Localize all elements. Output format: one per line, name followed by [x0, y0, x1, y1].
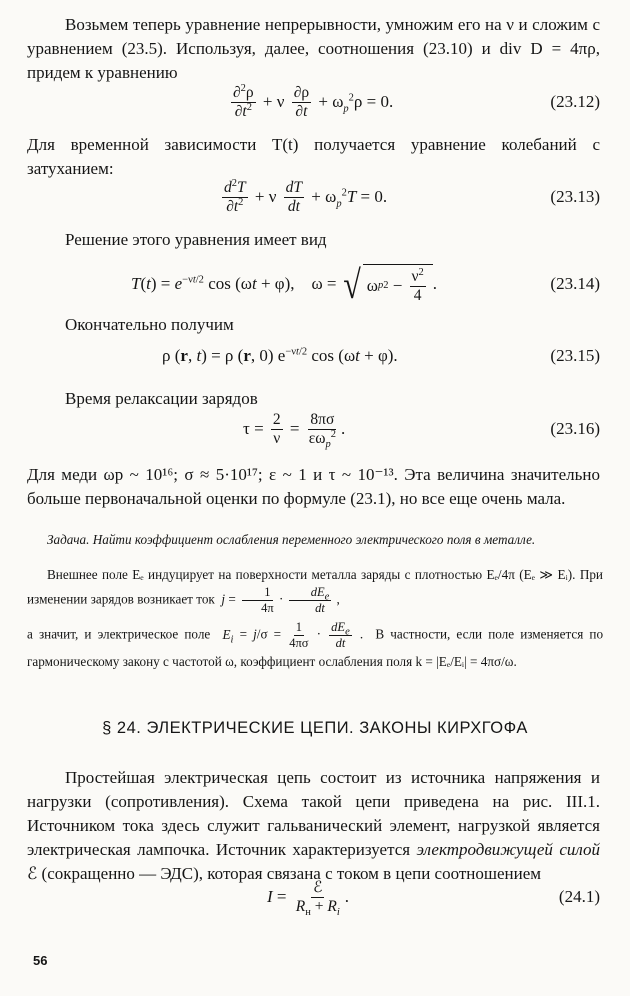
task-field-text: а значит, и электрическое поле: [27, 626, 211, 642]
equation-23-13: [0, 171, 630, 223]
equation-number: (23.13): [550, 187, 600, 206]
circuit-text-start: Простейшая электрическая цепь состоит из источника напряжения и нагрузки (сопротивления). Схема такой цепи приведена на рис. III.1. Источником тока здесь служит гальванический элемент, нагрузкой является электрическая лампочка. Источник характеризуется: [27, 768, 600, 859]
equation-body: τ = $\frac{2}{\nu}$ = $\frac{8\pi\sigma}{\varepsilon\omega_p^2}$ .: [243, 410, 346, 450]
paragraph-time-dependence: Для временной зависимости T(t) получается уравнение колебаний с затуханием:: [27, 135, 600, 178]
equation-number: (24.1): [558, 887, 600, 906]
task-text: Найти коэффициент ослабления переменного электрического поля в металле.: [92, 532, 536, 547]
equation-24-1: [0, 871, 630, 923]
equation-23-14: [0, 258, 630, 310]
equation-body: $\frac{d^2T}{\partial t^2}$ + ν $\frac{dT}{dt}$ + $\omega_p^2T = 0$.: [224, 177, 388, 215]
paragraph-continuity: Возьмем теперь уравнение непрерывности, умножим его на ν и сложим с уравнением (23.5). Используя, далее, соотношения (23.10) и div D = 4πρ, придем к уравнению: [27, 15, 600, 82]
paragraph-copper: Для меди ωp ~ 10¹⁶; σ ≈ 5·10¹⁷; ε ~ 1 и τ ~ 10⁻¹³. Эта величина значительно больше первоначальной оценки по формуле (23.1), но все еще очень мала.: [27, 465, 600, 508]
task-conclusion-text: В частности, если поле изменяется по гармоническому закону с частотой ω, коэффициент ослабления поля k = |Eₑ/Eᵢ| = 4πσ/ω.: [27, 626, 604, 669]
task-label: Задача.: [47, 532, 90, 547]
equation-23-12: [0, 76, 630, 128]
task-solution-line2: а значит, и электрическое поле $E_i = j/\sigma$ = $\frac{1}{4\pi\sigma}$ · $\frac{dE_e}{dt}$ . В частности, если поле изменяется по гармоническому закону с частотой ω, коэффициент ослабления поля k = |Eₑ/Eᵢ| = 4πσ/ω.: [27, 620, 604, 669]
equation-body: $\frac{\partial^2\rho}{\partial t^2}$ + ν $\frac{\partial\rho}{\partial t}$ + $\omega_p^2\rho = 0$.: [233, 82, 394, 120]
equation-number: (23.14): [550, 274, 600, 293]
task-solution-text: Внешнее поле Eₑ индуцирует на поверхности металла заряды с плотностью Eₑ/4π (Eₑ ≫ Eᵢ). При изменении зарядов возникает ток: [27, 567, 603, 607]
equation-body: I = $\frac{\text{ℰ}}{R_н + R_i}$ .: [267, 878, 349, 918]
equation-number: (23.16): [550, 419, 600, 438]
equation-number: (23.12): [550, 92, 600, 111]
equation-23-15: [0, 330, 630, 382]
equation-number: (23.15): [550, 346, 600, 365]
circuit-text-end: ℰ (сокращенно — ЭДС), которая связана с током в цепи соотношением: [27, 864, 542, 883]
paragraph-solution: Решение этого уравнения имеет вид: [65, 230, 327, 249]
section-heading: § 24. ЭЛЕКТРИЧЕСКИЕ ЦЕПИ. ЗАКОНЫ КИРХГОФА: [102, 719, 528, 737]
paragraph-relaxation: Время релаксации зарядов: [65, 389, 258, 408]
task-statement: [27, 529, 603, 550]
equation-body: $T(t) = e^{-\nu t/2}$ cos (ωt + φ), ω = √ ω p 2 − $\frac{\nu^2}{4}$ .: [131, 261, 438, 307]
page-number: 56: [33, 953, 48, 968]
equation-body: ρ (r, t) = ρ (r, 0) $e^{-\nu t/2}$ cos (ωt + φ).: [162, 346, 398, 365]
paragraph-circuit: [27, 766, 600, 886]
task-solution-line1: Внешнее поле Eₑ индуцирует на поверхности металла заряды с плотностью Eₑ/4π (Eₑ ≫ Eᵢ). При изменении зарядов возникает ток j = $\frac{1}{4\pi}$ · $\frac{dE_e}{dt}$ ,: [27, 567, 603, 615]
paragraph-finally: Окончательно получим: [65, 315, 234, 334]
circuit-text-emphasis: электродвижущей силой: [416, 840, 600, 859]
equation-23-16: [0, 403, 630, 455]
